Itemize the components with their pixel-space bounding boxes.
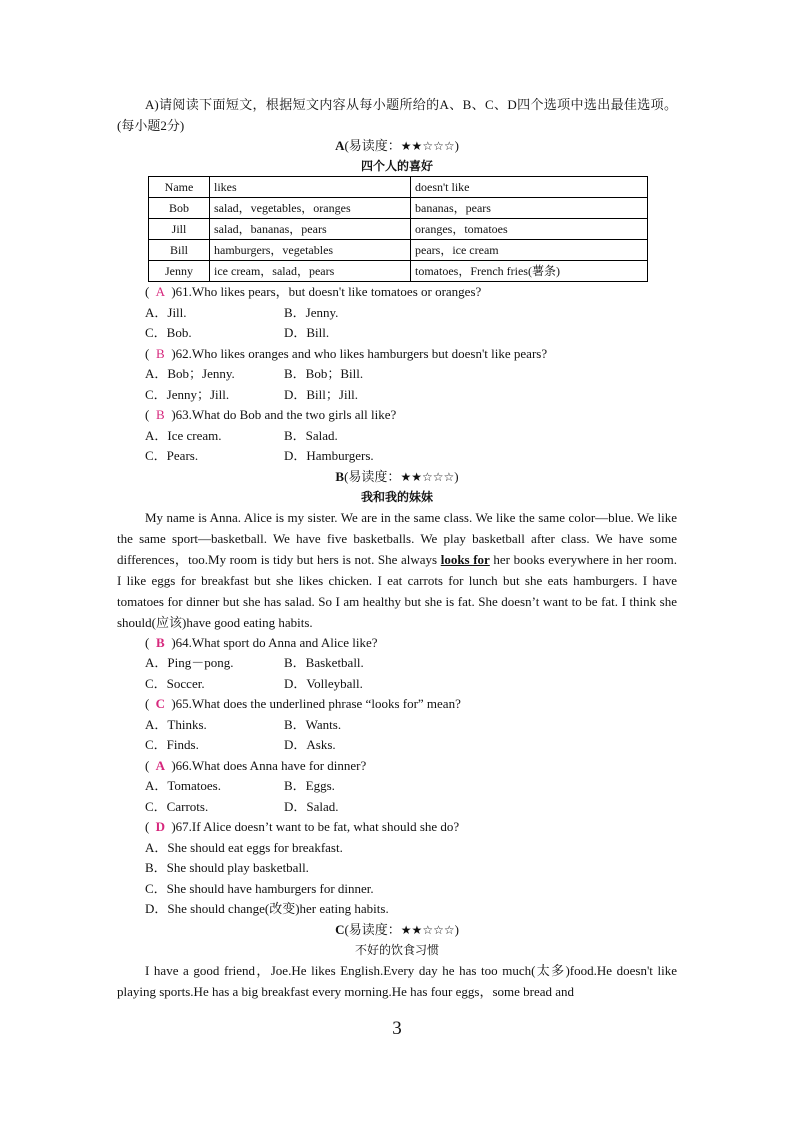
option-c: C．She should have hamburgers for dinner. bbox=[145, 880, 374, 896]
options-row bbox=[145, 323, 677, 344]
option-a: A．Ping－pong. bbox=[145, 655, 234, 670]
options-row bbox=[145, 653, 677, 674]
options-row bbox=[145, 303, 677, 324]
section-b-title bbox=[117, 467, 677, 487]
option-b: B．Salad. bbox=[284, 427, 338, 443]
option-a: A．Jill. bbox=[145, 304, 187, 320]
option-b: B．Bob；Bill. bbox=[284, 366, 364, 381]
question-67 bbox=[145, 817, 677, 838]
table-row bbox=[149, 219, 648, 240]
section-b-letter: B bbox=[335, 468, 345, 484]
option-d: D．Hamburgers. bbox=[284, 448, 374, 463]
header-doesnt-like: doesn't like bbox=[411, 177, 648, 198]
option-b: B．Jenny. bbox=[284, 304, 339, 320]
answer-64: B bbox=[156, 634, 165, 650]
option-d: D．Bill；Jill. bbox=[284, 386, 359, 402]
question-63 bbox=[145, 405, 677, 426]
paren-open: ( bbox=[145, 757, 150, 773]
answer-63: B bbox=[156, 407, 165, 422]
options-row bbox=[145, 426, 677, 447]
table-cell: Bob bbox=[149, 198, 210, 219]
table-cell: Jill bbox=[149, 219, 210, 240]
options-row bbox=[145, 364, 677, 385]
option-c: C．Finds. bbox=[145, 737, 199, 752]
document-page bbox=[117, 94, 677, 1002]
paren-open: ( bbox=[145, 634, 150, 650]
difficulty-stars: ★★☆☆☆ bbox=[400, 469, 455, 484]
table-cell: bananas，pears bbox=[411, 198, 648, 219]
section-a-title bbox=[117, 136, 677, 156]
paren-open: ( bbox=[145, 345, 150, 361]
section-a-subtitle: 四个人的喜好 bbox=[360, 159, 433, 173]
answer-67: D bbox=[155, 819, 166, 834]
paren-close: ) bbox=[454, 921, 459, 937]
question-text: )62.Who likes oranges and who likes hamburgers but doesn't like pears? bbox=[171, 345, 548, 361]
instructions: A)请阅读下面短文，根据短文内容从每小题所给的A、B、C、D四个选项中选出最佳选项。(每小题2分) bbox=[117, 97, 677, 133]
option-c: C．Jenny；Jill. bbox=[145, 386, 230, 402]
options-row bbox=[145, 715, 677, 736]
header-name: Name bbox=[149, 177, 210, 198]
table-row bbox=[149, 198, 648, 219]
question-text: )64.What sport do Anna and Alice like? bbox=[171, 634, 378, 650]
passage-text: My name is Anna. Alice is my sister. We are in the same class. We like the same color—blue. We like the same sport—basketball. We have five basketballs. We play basketball after class. We have some differences，too.My room is tidy but hers is not. She always bbox=[117, 509, 677, 567]
option-c: C．Bob. bbox=[145, 325, 192, 340]
option-a: A．Bob；Jenny. bbox=[145, 366, 235, 381]
paren-close: ) bbox=[454, 468, 459, 484]
answer-66: A bbox=[155, 757, 166, 773]
table-row bbox=[149, 240, 648, 261]
option-d: D．Salad. bbox=[284, 798, 339, 814]
table-cell: tomatoes，French fries(薯条) bbox=[411, 261, 648, 282]
paren-open: ( bbox=[145, 407, 150, 422]
table-row bbox=[149, 261, 648, 282]
question-65 bbox=[145, 694, 677, 715]
table-header-row bbox=[149, 177, 648, 198]
option-b: B．Basketball. bbox=[284, 655, 364, 670]
option-a: A．Tomatoes. bbox=[145, 778, 221, 793]
option-d: D．Volleyball. bbox=[284, 675, 363, 691]
header-likes: likes bbox=[210, 177, 411, 198]
question-62 bbox=[145, 344, 677, 365]
option-a: A．Thinks. bbox=[145, 716, 207, 732]
passage-b bbox=[117, 507, 677, 633]
option-c: C．Soccer. bbox=[145, 675, 205, 691]
option-d: D．Asks. bbox=[284, 737, 336, 752]
question-text: )61.Who likes pears，but doesn't like tomatoes or oranges? bbox=[171, 284, 482, 299]
difficulty-label: (易读度： bbox=[344, 468, 401, 484]
paren-open: ( bbox=[145, 696, 150, 711]
question-66 bbox=[145, 756, 677, 777]
question-61 bbox=[145, 282, 677, 303]
option-d: D．She should change(改变)her eating habits. bbox=[145, 901, 389, 916]
answer-62: B bbox=[156, 345, 165, 361]
options-row bbox=[145, 446, 677, 467]
paren-open: ( bbox=[145, 819, 150, 834]
section-c-title bbox=[117, 920, 677, 940]
options-row bbox=[145, 797, 677, 818]
options-row bbox=[145, 735, 677, 756]
answer-65: C bbox=[155, 696, 166, 711]
section-c-letter: C bbox=[335, 921, 345, 937]
options-row bbox=[145, 385, 677, 406]
difficulty-label: (易读度： bbox=[344, 921, 401, 937]
paren-close: ) bbox=[454, 138, 459, 153]
options-row bbox=[145, 776, 677, 797]
section-a-letter: A bbox=[335, 138, 345, 153]
question-text: )67.If Alice doesn’t want to be fat, what should she do? bbox=[171, 819, 460, 834]
section-b-subtitle: 我和我的妹妹 bbox=[360, 489, 433, 504]
page-number: 3 bbox=[392, 1018, 402, 1039]
option-c: C．Carrots. bbox=[145, 798, 209, 814]
table-cell: hamburgers，vegetables bbox=[210, 240, 411, 261]
option-d: D．Bill. bbox=[284, 325, 330, 340]
option-b: B．Eggs. bbox=[284, 778, 335, 793]
question-text: )66.What does Anna have for dinner? bbox=[171, 757, 367, 773]
table-cell: Bill bbox=[149, 240, 210, 261]
table-cell: Jenny bbox=[149, 261, 210, 282]
table-cell: pears，ice cream bbox=[411, 240, 648, 261]
table-cell: salad，bananas，pears bbox=[210, 219, 411, 240]
question-text: )63.What do Bob and the two girls all like? bbox=[171, 407, 397, 422]
difficulty-stars: ★★☆☆☆ bbox=[400, 139, 455, 153]
underlined-phrase: looks for bbox=[440, 551, 490, 567]
option-a: A．She should eat eggs for breakfast. bbox=[145, 839, 343, 855]
table-cell: oranges，tomatoes bbox=[411, 219, 648, 240]
question-64 bbox=[145, 633, 677, 654]
question-text: )65.What does the underlined phrase “looks for” mean? bbox=[171, 696, 461, 711]
difficulty-label: (易读度： bbox=[344, 138, 401, 153]
answer-61: A bbox=[155, 284, 166, 299]
option-a: A．Ice cream. bbox=[145, 427, 222, 443]
passage-c: I have a good friend，Joe.He likes English.Every day he has too much(太多)food.He doesn't like playing sports.He has a big breakfast every morning.He has four eggs，some bread and bbox=[117, 962, 677, 999]
option-b: B．Wants. bbox=[284, 716, 342, 732]
difficulty-stars: ★★☆☆☆ bbox=[400, 922, 455, 937]
paren-open: ( bbox=[145, 284, 150, 299]
passage-text: her books everywhere in her room. I like eggs for breakfast but she likes chicken. I eat carrots for lunch but she eats hamburgers. I have tomatoes for dinner but she has salad. So I am healthy but she is fat. She doesn’t want to be fat. I think she should(应该)have good eating habits. bbox=[117, 551, 678, 630]
preferences-table bbox=[148, 176, 648, 282]
table-cell: salad，vegetables，oranges bbox=[210, 198, 411, 219]
option-c: C．Pears. bbox=[145, 448, 199, 463]
section-c-subtitle: 不好的饮食习惯 bbox=[354, 942, 439, 957]
table-cell: ice cream，salad，pears bbox=[210, 261, 411, 282]
options-row bbox=[145, 674, 677, 695]
option-b: B．She should play basketball. bbox=[145, 860, 309, 875]
